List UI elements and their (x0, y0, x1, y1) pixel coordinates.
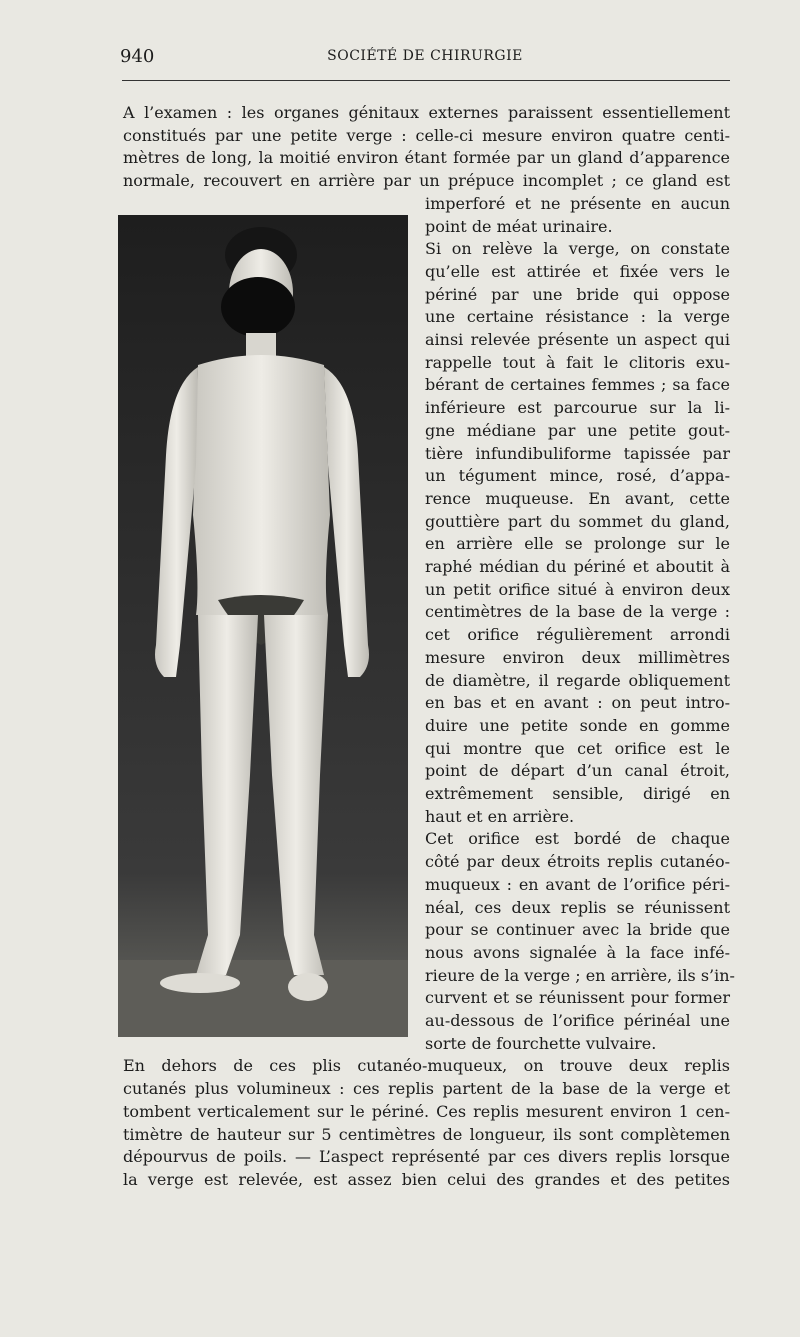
text-line: une certaine résistance : la verge (425, 307, 730, 327)
text-line: rence muqueuse. En avant, cette (425, 488, 730, 508)
text-line: timètre de hauteur sur 5 centimètres de longueur, ils sont complètemen (123, 1124, 730, 1144)
text-line: Cet orifice est bordé de chaque (425, 829, 730, 849)
text-line: mesure environ deux millimètres (425, 647, 730, 667)
text-line: Si on relève la verge, on constate (425, 239, 730, 259)
text-line: périné par une bride qui oppose (425, 284, 730, 304)
text-line: cet orifice régulièrement arrondi (425, 625, 730, 645)
text-line: curvent et se réunissent pour former (425, 988, 730, 1008)
text-line: néal, ces deux replis se réunissent (425, 897, 730, 917)
header-rule (122, 80, 730, 81)
text-line: un petit orifice situé à environ deux (425, 579, 730, 599)
running-header (120, 46, 730, 70)
text-line: pour se continuer avec la bride que (425, 920, 730, 940)
text-line: côté par deux étroits replis cutanéo- (425, 852, 730, 872)
text-line: haut et en arrière. (425, 806, 575, 826)
text-line: raphé médian du périné et aboutit à (425, 557, 730, 576)
page-number: 940 (120, 46, 155, 67)
text-line: gne médiane par une petite gout- (425, 420, 730, 440)
text-line: imperforé et ne présente en aucun (425, 193, 730, 213)
text-line: A l’examen : les organes génitaux externes paraissent essentiellement (123, 103, 730, 122)
text-line: constitués par une petite verge : celle-ci mesure environ quatre centi- (123, 125, 730, 145)
text-line: qu’elle est attirée et fixée vers le (425, 261, 730, 281)
text-line: extrêmement sensible, dirigé en (425, 784, 730, 803)
text-line: en bas et en avant : on peut intro- (425, 693, 730, 713)
clinical-photograph (118, 215, 408, 1037)
text-line: nous avons signalée à la face infé- (425, 942, 730, 962)
text-line: tombent verticalement sur le périné. Ces replis mesurent environ 1 cen- (123, 1101, 730, 1121)
text-line: dépourvus de poils. — L’aspect représenté par ces divers replis lorsque (123, 1147, 730, 1167)
text-line: cutanés plus volumineux : ces replis partent de la base de la verge et (123, 1079, 730, 1099)
text-line: gouttière part du sommet du gland, (425, 511, 730, 531)
text-line: un tégument mince, rosé, d’appa- (425, 466, 730, 486)
text-line: sorte de fourchette vulvaire. (425, 1033, 657, 1053)
running-title: SOCIÉTÉ DE CHIRURGIE (327, 48, 523, 64)
text-line: de diamètre, il regarde obliquement (425, 670, 730, 690)
text-line: mètres de long, la moitié environ étant formée par un gland d’apparence (123, 148, 730, 168)
standing-figure-illustration (118, 215, 408, 1037)
text-line: point de départ d’un canal étroit, (425, 761, 730, 781)
text-line: la verge est relevée, est assez bien celui des grandes et des petites (123, 1169, 730, 1189)
text-line: point de méat urinaire. (425, 216, 613, 236)
text-line: qui montre que cet orifice est le (425, 738, 730, 758)
text-line: rieure de la verge ; en arrière, ils s’in- (425, 965, 735, 985)
text-line: rappelle tout à fait le clitoris exu- (425, 352, 730, 372)
text-line: En dehors de ces plis cutanéo-muqueux, on trouve deux replis (123, 1056, 730, 1076)
text-line: normale, recouvert en arrière par un prépuce incomplet ; ce gland est (123, 171, 730, 191)
text-line: ainsi relevée présente un aspect qui (425, 330, 730, 349)
text-line: tière infundibuliforme tapissée par (425, 443, 730, 463)
text-line: duire une petite sonde en gomme (425, 715, 730, 735)
text-line: muqueux : en avant de l’orifice péri- (425, 874, 730, 894)
text-line: en arrière elle se prolonge sur le (425, 534, 730, 554)
text-line: centimètres de la base de la verge : (425, 602, 730, 622)
text-line: bérant de certaines femmes ; sa face (425, 375, 730, 395)
text-line: inférieure est parcourue sur la li- (425, 398, 730, 418)
text-line: au-dessous de l’orifice périnéal une (425, 1011, 730, 1030)
